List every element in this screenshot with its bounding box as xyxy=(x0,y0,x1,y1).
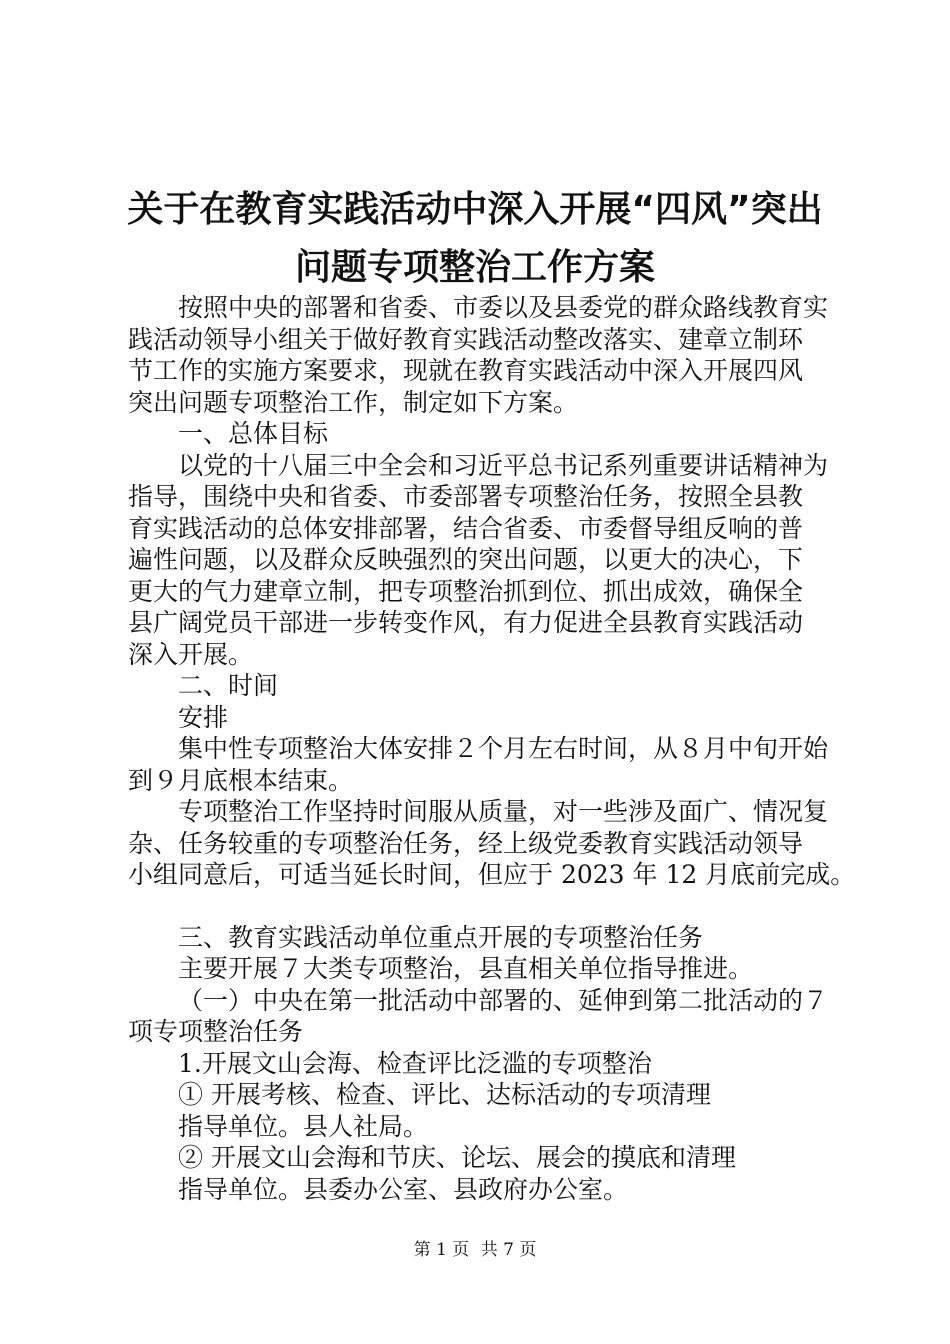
section3-heading: 三、教育实践活动单位重点开展的专项整治任务 xyxy=(178,922,704,952)
section2-line: 杂、任务较重的专项整治任务，经上级党委教育实践活动领导 xyxy=(128,828,804,858)
section2-line: 小组同意后，可适当延长时间，但应于 2023 年 12 月底前完成。 xyxy=(128,860,856,889)
section1-paragraph xyxy=(128,450,856,671)
intro-line: 突出问题专项整治工作，制定如下方案。 xyxy=(128,387,579,417)
section3-intro: 主要开展７大类专项整治，县直相关单位指导推进。 xyxy=(178,954,754,983)
item-1-a-guide: 指导单位。县人社局。 xyxy=(178,1111,429,1141)
item-1-b: ② 开展文山会海和节庆、论坛、展会的摸底和清理 xyxy=(178,1143,736,1172)
intro-line: 践活动领导小组关于做好教育实践活动整改落实、建章立制环 xyxy=(128,324,804,354)
section2-line: 到９月底根本结束。 xyxy=(128,765,354,795)
section1-line: 县广阔党员干部进一步转变作风，有力促进全县教育实践活动 xyxy=(128,608,804,637)
section1-line: 深入开展。 xyxy=(128,639,254,669)
section2-paragraph-1 xyxy=(128,733,856,796)
section1-line: 育实践活动的总体安排部署，结合省委、市委督导组反响的普 xyxy=(128,513,804,543)
section1-line: 更大的气力建章立制，把专项整治抓到位、抓出成效，确保全 xyxy=(128,576,804,606)
document-title-line-1: 关于在教育实践活动中深入开展“四风”突出 xyxy=(127,189,823,230)
section2-line: 集中性专项整治大体安排２个月左右时间，从８月中旬开始 xyxy=(178,734,829,763)
intro-line: 节工作的实施方案要求，现就在教育实践活动中深入开展四风 xyxy=(128,356,804,385)
section2-subheading: 安排 xyxy=(178,702,229,732)
page-total: 共 7 页 xyxy=(480,1240,537,1260)
section3-subsection-1 xyxy=(128,985,856,1048)
document-title-line-2: 问题专项整治工作方案 xyxy=(294,247,655,288)
section2-paragraph-2 xyxy=(128,796,856,891)
section1-line: 遍性问题，以及群众反映强烈的突出问题，以更大的决心，下 xyxy=(128,545,804,574)
page-footer xyxy=(0,1239,950,1261)
page-number: 第 1 页 xyxy=(413,1240,470,1260)
document-body xyxy=(128,292,856,1205)
section1-line: 以党的十八届三中全会和习近平总书记系列重要讲话精神为 xyxy=(178,450,829,480)
item-1-b-guide: 指导单位。县委办公室、县政府办公室。 xyxy=(178,1174,629,1204)
item-1-heading: 1.开展文山会海、检查评比泛滥的专项整治 xyxy=(178,1048,652,1078)
paragraph-spacer xyxy=(128,891,856,922)
section3-sub-line: 项专项整治任务 xyxy=(128,1017,304,1046)
intro-line: 按照中央的部署和省委、市委以及县委党的群众路线教育实 xyxy=(178,293,829,322)
intro-paragraph xyxy=(128,292,856,418)
section2-line: 专项整治工作坚持时间服从质量，对一些涉及面广、情况复 xyxy=(178,797,829,826)
section3-sub-line: （一）中央在第一批活动中部署的、延伸到第二批活动的７ xyxy=(178,985,829,1015)
item-1-a: ① 开展考核、检查、评比、达标活动的专项清理 xyxy=(178,1080,711,1109)
section2-heading: 二、时间 xyxy=(178,671,279,700)
section1-heading: 一、总体目标 xyxy=(178,419,329,448)
section1-line: 指导，围绕中央和省委、市委部署专项整治任务，按照全县教 xyxy=(128,482,804,511)
